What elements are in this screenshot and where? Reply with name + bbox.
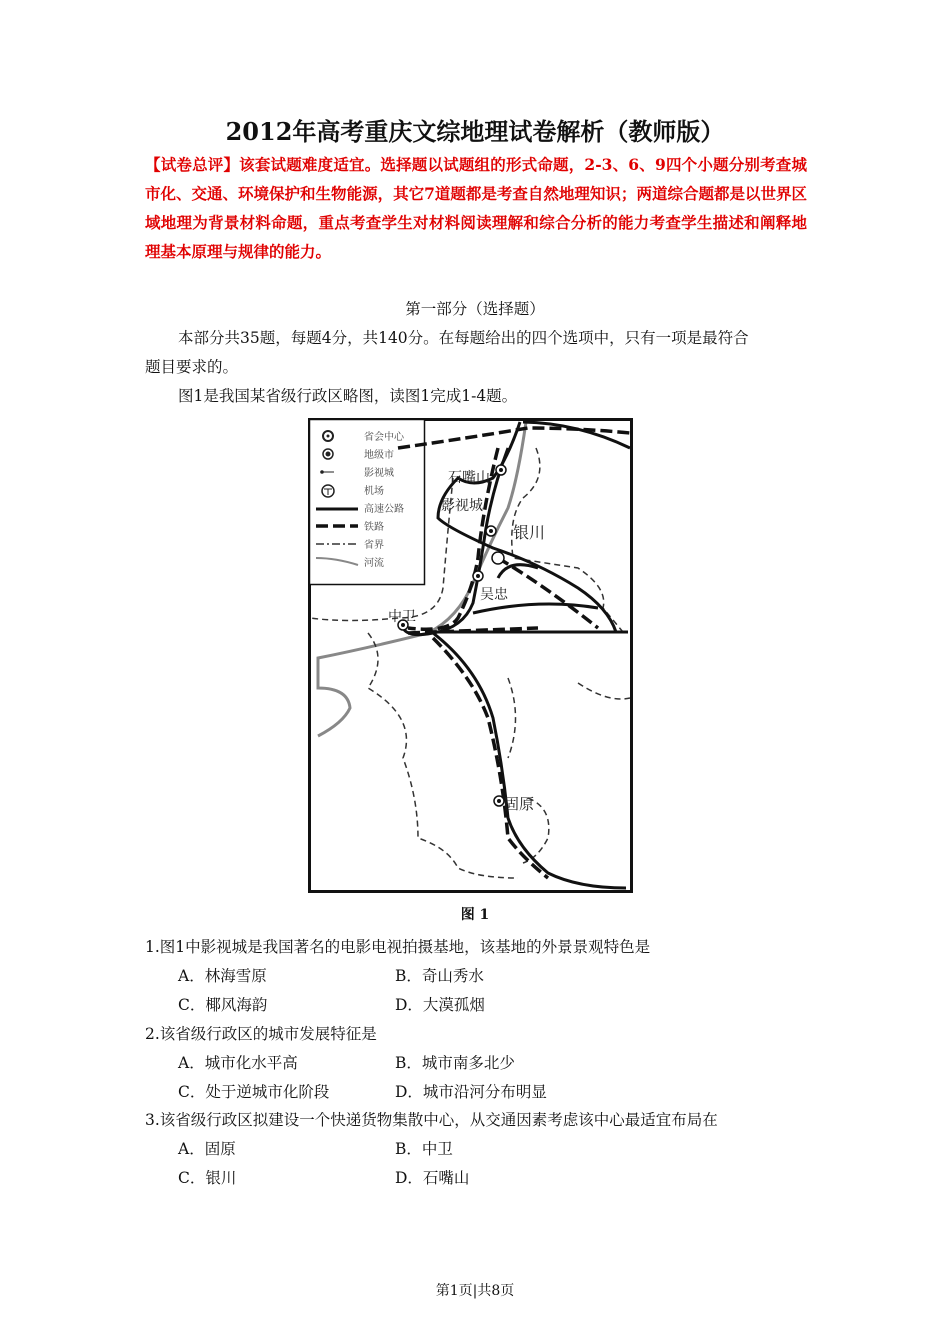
map-label-yinchuan: 银川: [513, 523, 546, 542]
legend-label: 省界: [364, 540, 384, 551]
option: B．奇山秀水: [395, 967, 484, 985]
intro-text: 本部分共35题，每题4分，共140分。在每题给出的四个选项中，只有一项是最符合: [178, 329, 749, 347]
legend-label: 铁路: [364, 522, 384, 533]
page-footer: 第1页|共8页: [435, 1283, 515, 1299]
question-stem: 2.该省级行政区的城市发展特征是: [145, 1025, 377, 1043]
legend-label: 地级市: [364, 450, 394, 461]
option: D．石嘴山: [395, 1169, 470, 1187]
province-map: [308, 418, 633, 893]
option: A．固原: [178, 1140, 236, 1158]
page-title: 2012年高考重庆文综地理试卷解析（教师版）: [225, 117, 725, 146]
figure-caption: 图 1: [460, 907, 490, 923]
legend-label: 影视城: [364, 468, 394, 479]
option: C．银川: [178, 1169, 237, 1187]
legend-label: 省会中心: [364, 432, 404, 443]
question-stem: 3.该省级行政区拟建设一个快递货物集散中心，从交通因素考虑该中心最适宜布局在: [145, 1111, 718, 1129]
map-label-shizuishan: 石嘴山: [448, 470, 490, 486]
legend-label: 高速公路: [364, 504, 404, 515]
intro-text: 图1是我国某省级行政区略图，读图1完成1-4题。: [178, 387, 518, 405]
paper-summary: 【试卷总评】该套试题难度适宜。选择题以试题组的形式命题，2-3、6、9四个小题分别考查城市化、交通、环境保护和生物能源，其它7道题都是考查自然地理知识；两道综合题都是以世界区域地理为背景材料命题，重点考查学生对材料阅读理解和综合分析的能力考查学生描述和阐释地理基本原理与规律的能力。: [145, 155, 807, 261]
option: B．中卫: [395, 1140, 453, 1158]
map-label-yingshicheng: 影视城: [441, 498, 483, 514]
legend-label: 河流: [364, 558, 384, 569]
question-stem: 1.图1中影视城是我国著名的电影电视拍摄基地，该基地的外景景观特色是: [145, 938, 651, 956]
option: B．城市南多北少: [395, 1054, 515, 1072]
option: C．处于逆城市化阶段: [178, 1083, 330, 1101]
map-label-zhongwei: 中卫: [388, 609, 416, 625]
option: A．林海雪原: [178, 967, 267, 985]
option: D．大漠孤烟: [395, 996, 485, 1014]
option: D．城市沿河分布明显: [395, 1083, 547, 1101]
section-title: 第一部分（选择题）: [405, 300, 545, 318]
map-label-guyuan: 固原: [504, 795, 535, 813]
option: A．城市化水平高: [178, 1054, 298, 1072]
map-label-wuzhong: 吴忠: [480, 587, 508, 603]
intro-text: 题目要求的。: [145, 358, 239, 376]
legend-label: 机场: [364, 486, 384, 497]
option: C．椰风海韵: [178, 996, 268, 1014]
